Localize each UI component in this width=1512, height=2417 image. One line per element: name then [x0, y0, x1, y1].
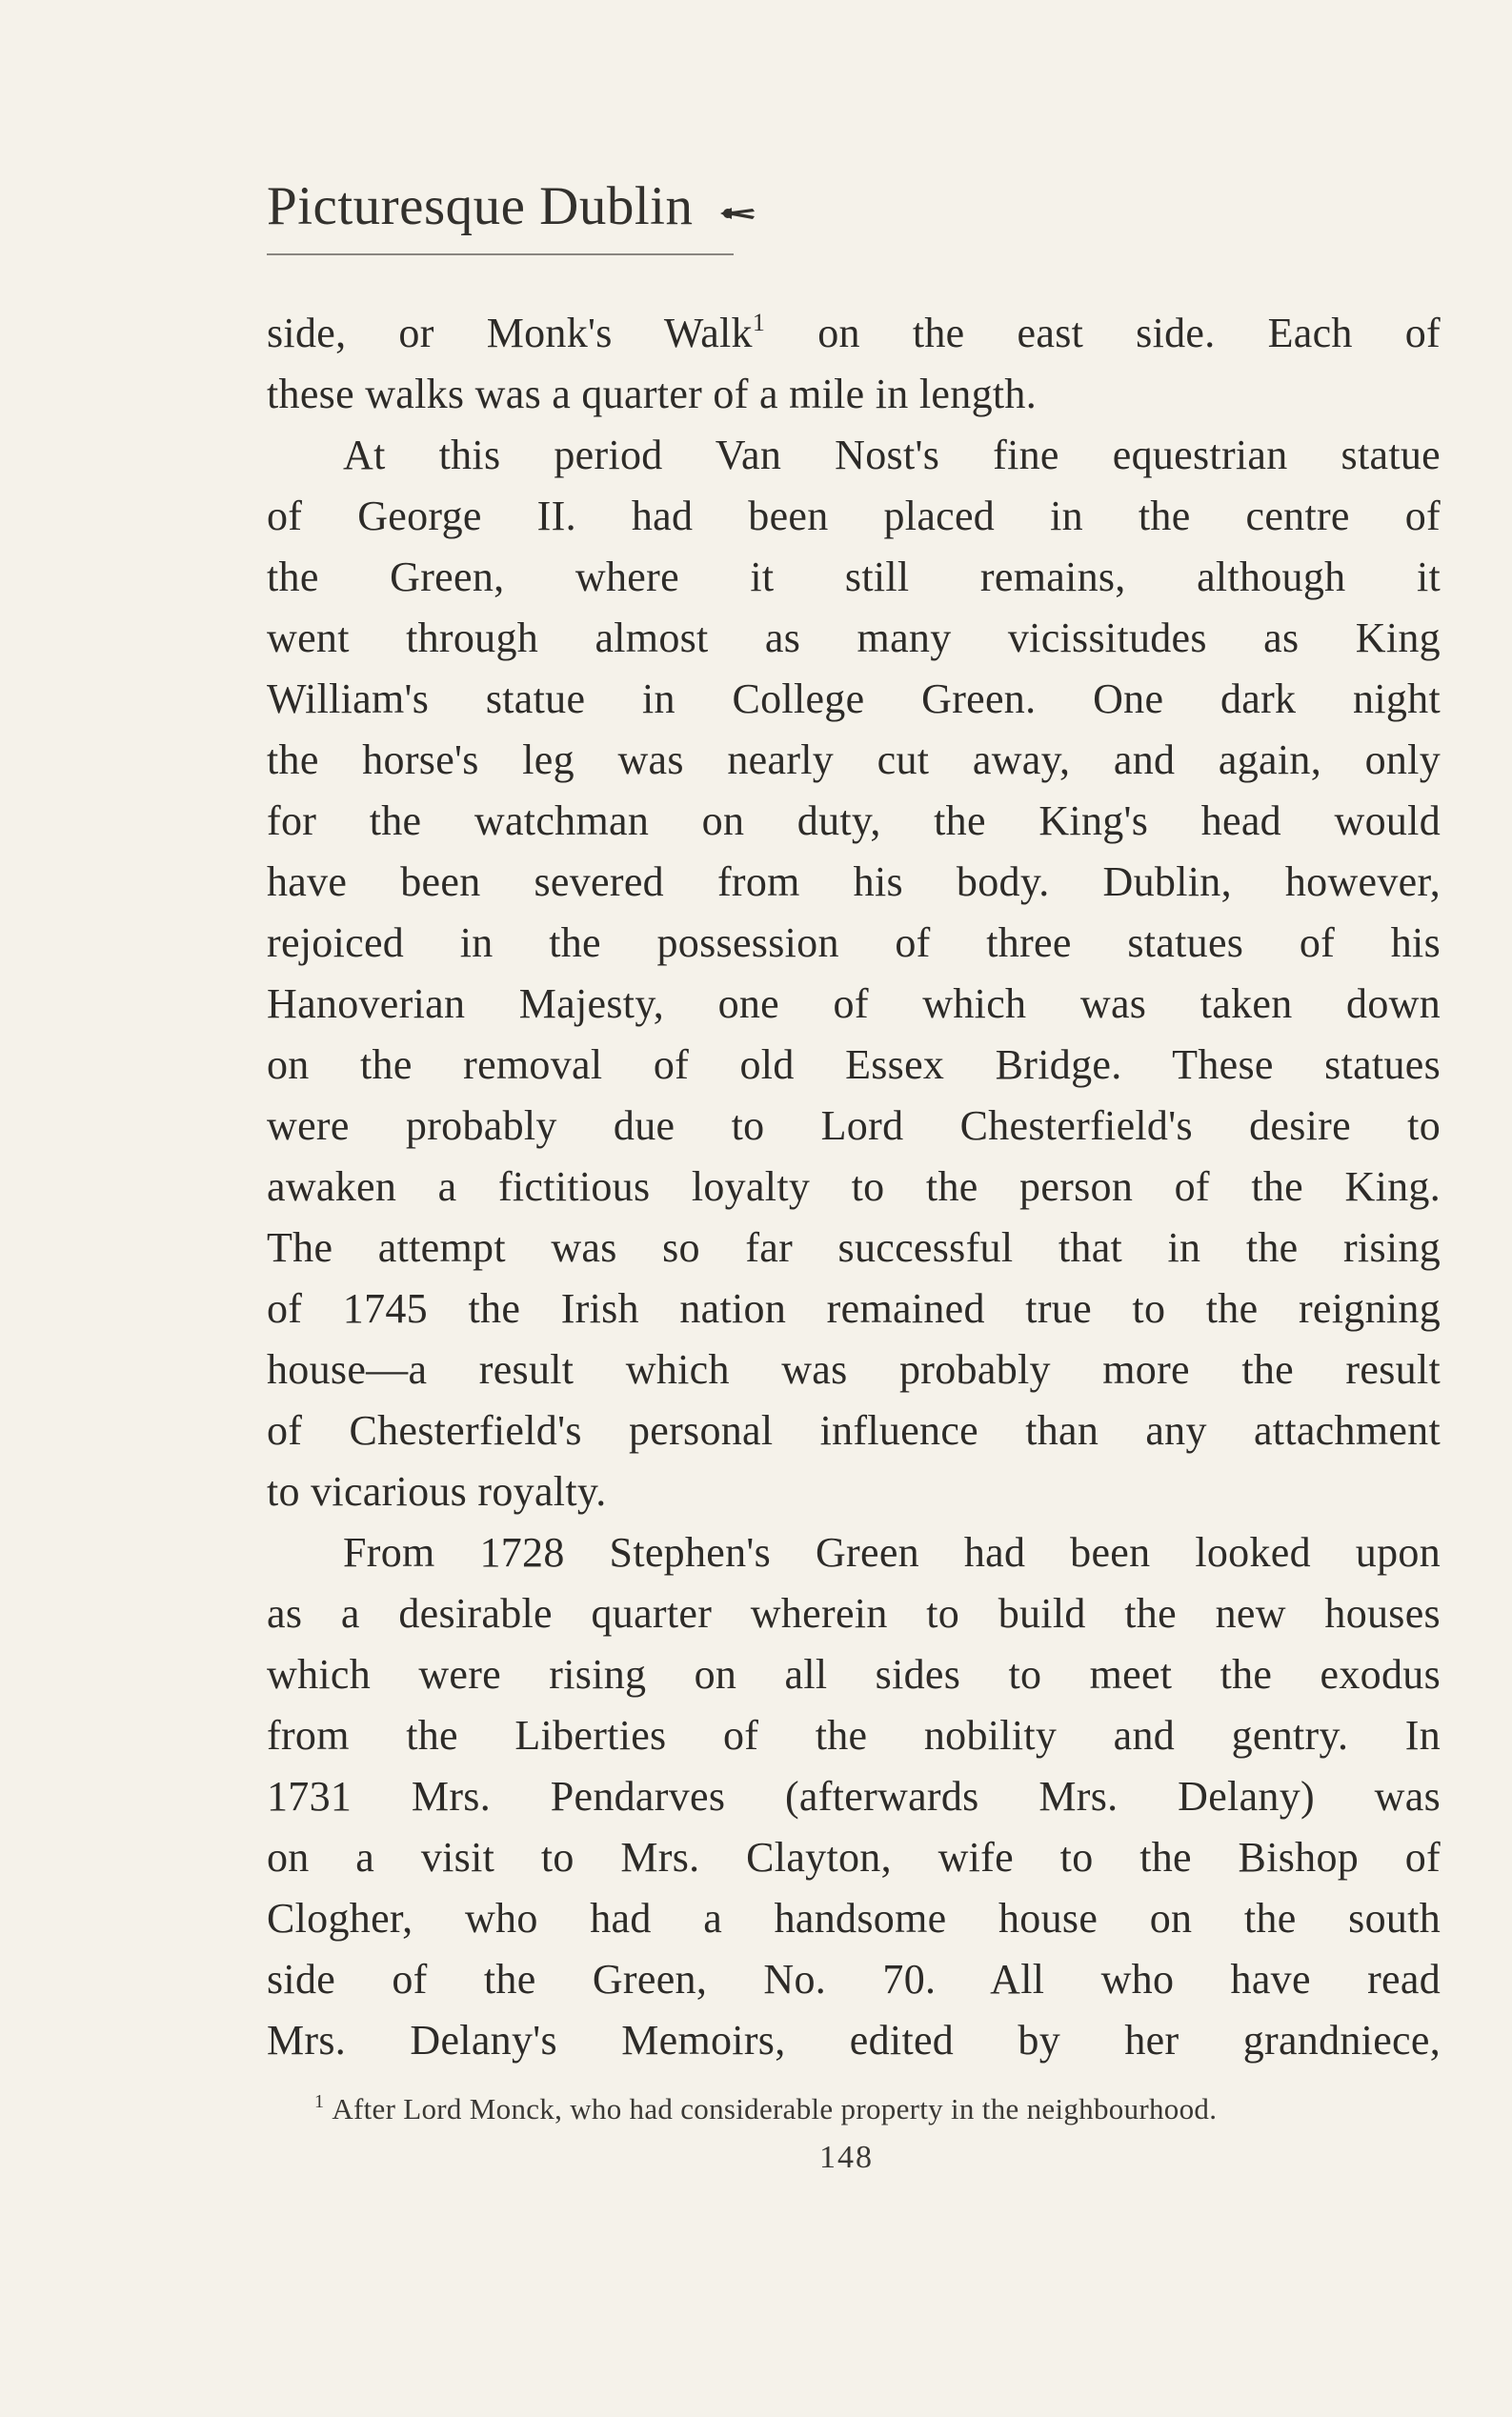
text-line: on a visit to Mrs. Clayton, wife to the Bishop of: [267, 1834, 1441, 1881]
text-line: At this period Van Nost's fine equestrian statue: [343, 432, 1441, 478]
text-line: of 1745 the Irish nation remained true to the reigning: [267, 1285, 1441, 1332]
text-line: have been severed from his body. Dublin, however,: [267, 858, 1441, 905]
text-line: awaken a fictitious loyalty to the person of the King.: [267, 1163, 1441, 1210]
text-line: went through almost as many vicissitudes as King: [267, 614, 1441, 661]
text-line: side of the Green, No. 70. All who have read: [267, 1956, 1441, 2003]
text-line: The attempt was so far successful that in the rising: [267, 1224, 1441, 1271]
text-line: from the Liberties of the nobility and gentry. In: [267, 1712, 1441, 1759]
text-line: William's statue in College Green. One dark night: [267, 675, 1441, 722]
footnote-text: After Lord Monck, who had considerable property in the neighbourhood.: [332, 2092, 1218, 2125]
body-text: [267, 303, 1441, 2071]
text-line: of Chesterfield's personal influence than any attachment: [267, 1407, 1441, 1454]
text-line: house—a result which was probably more the result: [267, 1346, 1441, 1393]
text-line: to vicarious royalty.: [267, 1468, 607, 1515]
text-line: From 1728 Stephen's Green had been looked upon: [343, 1529, 1441, 1576]
page-number: 148: [819, 2140, 874, 2175]
text-line: of George II. had been placed in the centre of: [267, 493, 1441, 539]
running-head: [267, 171, 838, 257]
text-line: were probably due to Lord Chesterfield's desire to: [267, 1102, 1441, 1149]
text-line: Mrs. Delany's Memoirs, edited by her grandniece,: [267, 2017, 1441, 2064]
running-title: Picturesque Dublin: [267, 176, 694, 236]
footnote-marker: 1: [314, 2091, 325, 2112]
text-line: Clogher, who had a handsome house on the south: [267, 1895, 1441, 1942]
text-line: on the removal of old Essex Bridge. These statues: [267, 1041, 1441, 1088]
text-line: the Green, where it still remains, although it: [267, 554, 1441, 600]
text-line: Hanoverian Majesty, one of which was taken down: [267, 980, 1441, 1027]
footnote: [314, 2090, 1217, 2128]
text-line: as a desirable quarter wherein to build the new houses: [267, 1590, 1441, 1637]
text-line: which were rising on all sides to meet the exodus: [267, 1651, 1441, 1698]
text-line: rejoiced in the possession of three statues of his: [267, 919, 1441, 966]
hand-pointer-ornament-icon: [718, 203, 756, 229]
text-line: side, or Monk's Walk$^1$ on the east side. Each of: [267, 309, 1441, 356]
text-line: these walks was a quarter of a mile in length.: [267, 371, 1037, 417]
text-line: for the watchman on duty, the King's head would: [267, 797, 1441, 844]
footnote-reference: 1: [752, 309, 766, 336]
text-line: 1731 Mrs. Pendarves (afterwards Mrs. Delany) was: [267, 1773, 1441, 1820]
text-line: the horse's leg was nearly cut away, and again, only: [267, 736, 1441, 783]
header-rule: [267, 253, 734, 255]
